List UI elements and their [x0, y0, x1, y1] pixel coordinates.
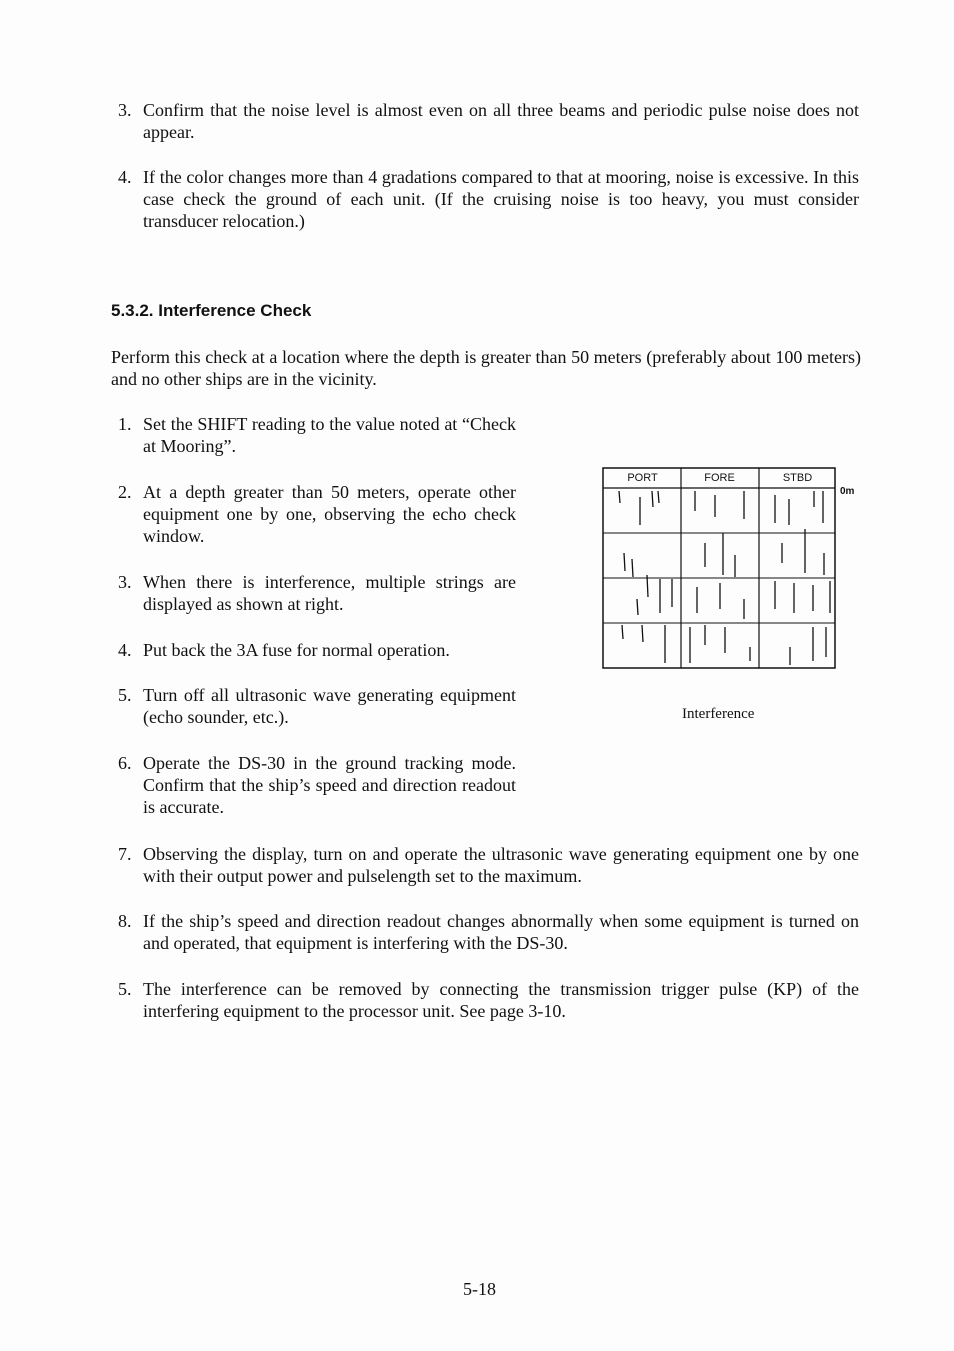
step-text: Set the SHIFT reading to the value noted at “Check at Mooring”. [143, 414, 516, 456]
step-text: Turn off all ultrasonic wave generating equipment (echo sounder, etc.). [143, 685, 516, 727]
beam-label-fore: FORE [704, 472, 735, 484]
beam-label-port: PORT [627, 472, 658, 484]
section-heading: 5.3.2. Interference Check [111, 301, 312, 320]
page-number: 5-18 [463, 1279, 496, 1299]
step-number: 4. [118, 640, 132, 660]
depth-label: 0m [840, 486, 855, 497]
step-text: Put back the 3A fuse for normal operation. [143, 640, 450, 660]
item-number: 3. [118, 100, 132, 120]
step-text: If the ship’s speed and direction readout changes abnormally when some equipment is turned on and operated, that equipment is interfering with the DS-30. [143, 911, 859, 953]
step-text: When there is interference, multiple strings are displayed as shown at right. [143, 572, 516, 614]
step-number: 1. [118, 414, 132, 434]
beam-label-stbd: STBD [782, 472, 813, 484]
step-text: Observing the display, turn on and operate the ultrasonic wave generating equipment one by one with their output power and pulselength set to the maximum. [143, 844, 859, 886]
step-text: Operate the DS-30 in the ground tracking mode. Confirm that the ship’s speed and direction readout is accurate. [143, 753, 516, 817]
step-number: 5. [118, 979, 132, 999]
echo-check-window [602, 467, 836, 669]
step-text: At a depth greater than 50 meters, operate other equipment one by one, observing the echo check window. [143, 482, 516, 546]
item-text: If the color changes more than 4 gradations compared to that at mooring, noise is excessive. In this case check the ground of each unit. (If the cruising noise is too heavy, you must consider transducer relocation.) [143, 167, 859, 231]
step-number: 3. [118, 572, 132, 592]
step-number: 7. [118, 844, 132, 864]
item-text: Confirm that the noise level is almost even on all three beams and periodic pulse noise does not appear. [143, 100, 859, 142]
step-number: 5. [118, 685, 132, 705]
step-number: 6. [118, 753, 132, 773]
step-number: 2. [118, 482, 132, 502]
interference-figure [600, 467, 860, 677]
figure-caption: Interference [682, 706, 755, 722]
intro-paragraph: Perform this check at a location where the depth is greater than 50 meters (preferably about 100 meters) and no other ships are in the vicinity. [111, 347, 861, 389]
step-number: 8. [118, 911, 132, 931]
item-number: 4. [118, 167, 132, 187]
step-text: The interference can be removed by connecting the transmission trigger pulse (KP) of the interfering equipment to the processor unit. See page 3-10. [143, 979, 859, 1021]
